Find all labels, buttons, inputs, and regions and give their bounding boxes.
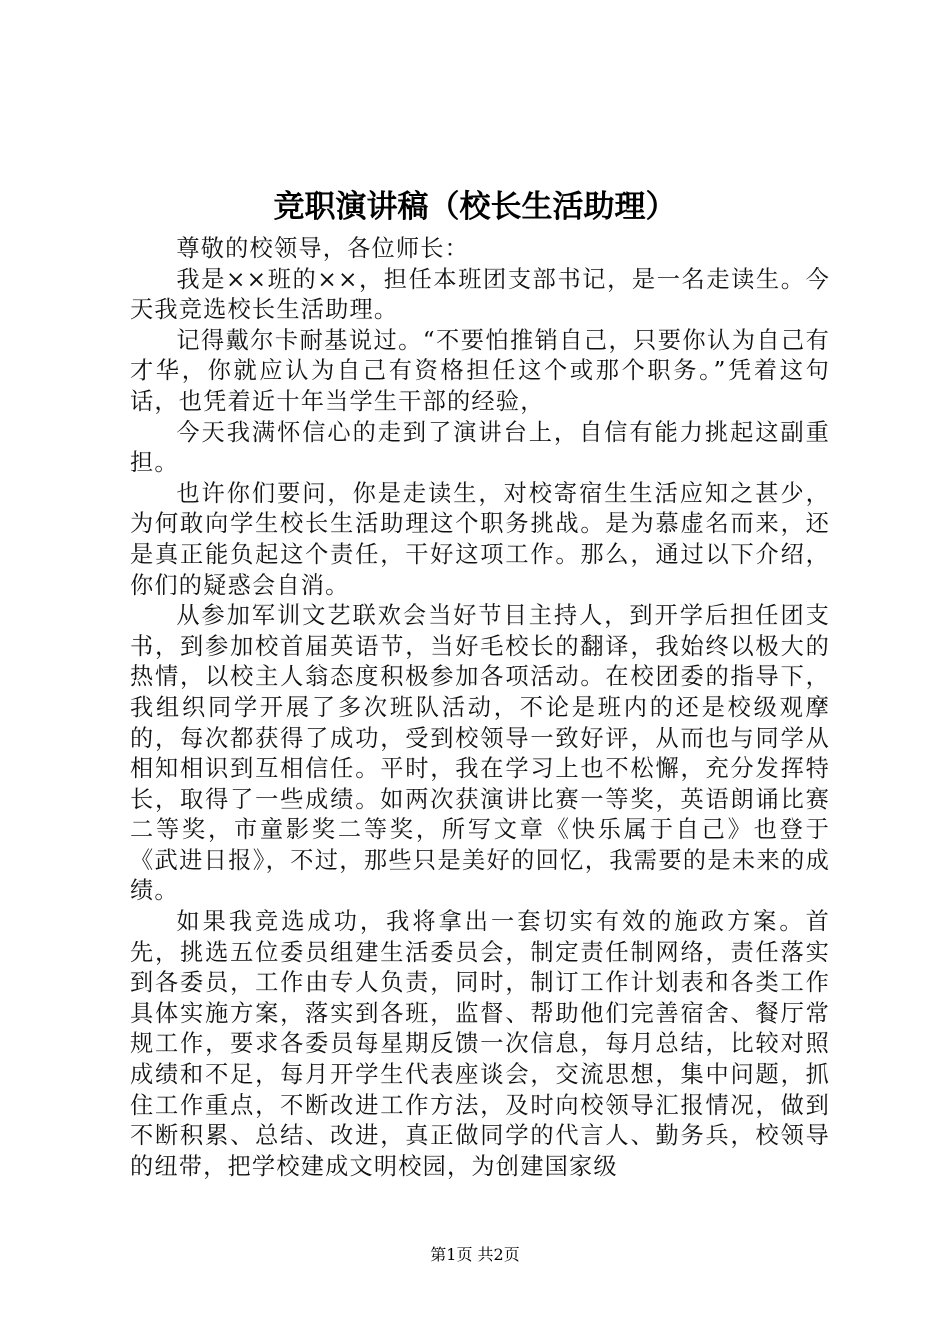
paragraph-experience: 从参加军训文艺联欢会当好节目主持人，到开学后担任团支书，到参加校首届英语节，当好毛校长的翻译，我始终以极大的热情，以校主人翁态度积极参加各项活动。在校团委的指导下，我组织同学开展了多次班队活动，不论是班内的还是校级观摩的，每次都获得了成功，受到校领导一致好评，从而也与同学从相知相识到互相信任。平时，我在学习上也不松懈，充分发挥特长，取得了一些成绩。如两次获演讲比赛一等奖，英语朗诵比赛二等奖，市童影奖二等奖，所写文章《快乐属于自己》也登于《武进日报》，不过，那些只是美好的回忆，我需要的是未来的成绩。 <box>130 602 830 905</box>
paragraph-quote: 记得戴尔卡耐基说过。“不要怕推销自己，只要你认为自己有才华，你就应认为自己有资格担任这个或那个职务。”凭着这句话，也凭着近十年当学生干部的经验， <box>130 326 830 415</box>
document-title: 竞职演讲稿（校长生活助理） <box>273 189 677 225</box>
paragraph-question: 也许你们要问，你是走读生，对校寄宿生生活应知之甚少，为何敢向学生校长生活助理这个职务挑战。是为慕虚名而来，还是真正能负起这个责任，干好这项工作。那么，通过以下介绍，你们的疑惑会自消。 <box>130 479 830 599</box>
paragraph-confidence: 今天我满怀信心的走到了演讲台上，自信有能力挑起这副重担。 <box>130 418 830 477</box>
document-body <box>130 234 830 1182</box>
paragraph-introduction: 我是××班的××，担任本班团支部书记，是一名走读生。今天我竞选校长生活助理。 <box>130 265 830 324</box>
paragraph-salutation: 尊敬的校领导，各位师长： <box>176 235 470 262</box>
paragraph-plan: 如果我竞选成功，我将拿出一套切实有效的施政方案。首先，挑选五位委员组建生活委员会，制定责任制网络，责任落实到各委员，工作由专人负责，同时，制订工作计划表和各类工作具体实施方案，落实到各班，监督、帮助他们完善宿舍、餐厅常规工作，要求各委员每星期反馈一次信息，每月总结，比较对照成绩和不足，每月开学生代表座谈会，交流思想，集中问题，抓住工作重点，不断改进工作方法，及时向校领导汇报情况，做到不断积累、总结、改进，真正做同学的代言人、勤务兵，校领导的纽带，把学校建成文明校园，为创建国家级 <box>130 908 830 1180</box>
page-number-footer: 第1页 共2页 <box>430 1245 520 1264</box>
